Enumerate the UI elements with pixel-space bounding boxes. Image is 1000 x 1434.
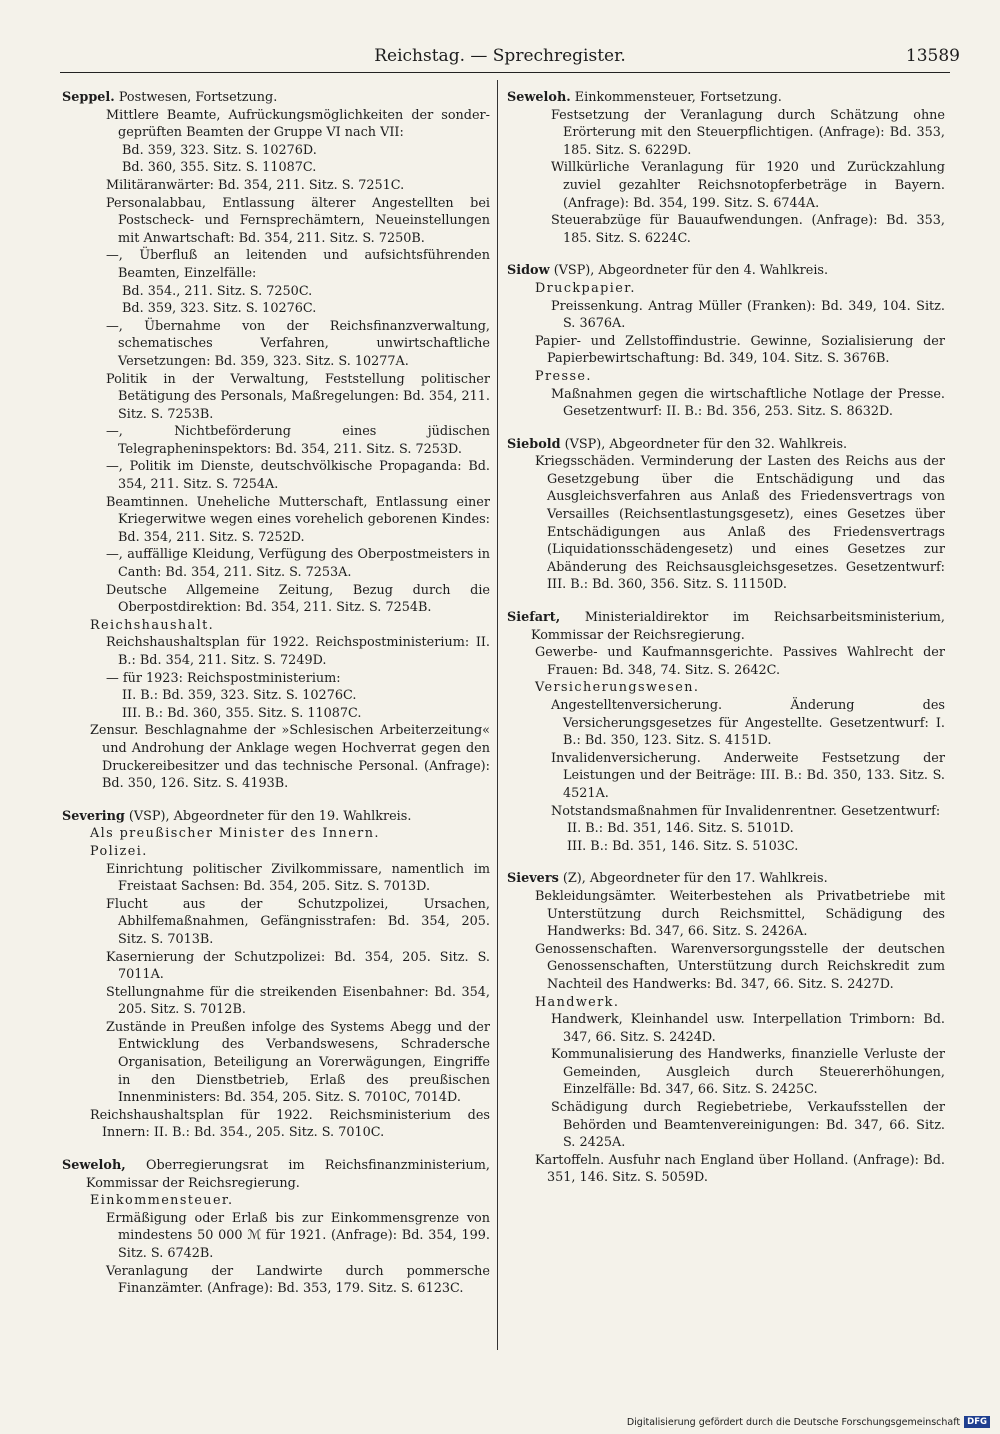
register-line: Handwerk, Kleinhandel usw. Interpellation Trimborn: Bd. 347, 66. Sitz. S. 2424D. <box>551 1012 945 1045</box>
register-line: Kasernierung der Schutzpolizei: Bd. 354, 205. Sitz. S. 7011A. <box>106 949 490 983</box>
entry-heading <box>62 89 490 107</box>
speaker-name: Sidow <box>507 263 550 279</box>
register-line: Personalabbau, Entlassung älterer Angestellten bei Postscheck- und Fernsprechämtern, Neueinstellungen mit Anwartschaft: Bd. 354, 211. Sitz. S. 7250B. <box>106 195 490 246</box>
register-line: Bd. 354., 211. Sitz. S. 7250C. <box>122 283 313 299</box>
register-line: Bd. 359, 323. Sitz. S. 10276D. <box>122 142 317 158</box>
topic-heading: Druckpapier. <box>535 280 636 296</box>
register-line: Bd. 359, 323. Sitz. S. 10276C. <box>122 301 317 317</box>
register-line: III. B.: Bd. 351, 146. Sitz. S. 5103C. <box>567 838 799 854</box>
topic-heading: Presse. <box>535 368 592 384</box>
speaker-name: Sievers <box>507 871 559 887</box>
register-line: Beamtinnen. Uneheliche Mutterschaft, Entlassung einer Kriegerwitwe wegen eines vorehelich geborenen Kindes: Bd. 354, 211. Sitz. S. 7252D. <box>106 494 490 545</box>
register-line: —, Nichtbeförderung eines jüdischen Telegrapheninspektors: Bd. 354, 211. Sitz. S. 7253D. <box>106 424 490 457</box>
register-line: II. B.: Bd. 359, 323. Sitz. S. 10276C. <box>122 688 357 704</box>
register-entry <box>62 1157 490 1298</box>
entry-heading <box>507 609 945 644</box>
topic-heading: Einkommensteuer. <box>90 1193 234 1209</box>
register-line: Notstandsmaßnahmen für Invalidenrentner. Gesetzentwurf: <box>551 803 941 819</box>
register-line: Zensur. Beschlagnahme der »Schlesischen Arbeiterzeitung« und Androhung der Anklage wegen Hochverrat gegen den Druckereibesitzer und das technische Personal. (Anfrage): Bd. 350, 126. Sitz. S. 4193B. <box>90 723 490 792</box>
register-entry <box>507 436 945 594</box>
right-column <box>507 89 945 1202</box>
topic-heading: Handwerk. <box>535 994 620 1010</box>
footer <box>627 1416 990 1428</box>
register-line: Reichshaushaltsplan für 1922. Reichsministerium des Innern: II. B.: Bd. 354., 205. Sitz. S. 7010C. <box>90 1107 490 1141</box>
register-line: Maßnahmen gegen die wirtschaftliche Notlage der Presse. Gesetzentwurf: II. B.: Bd. 356, 253. Sitz. S. 8632D. <box>551 386 945 420</box>
speaker-name: Seweloh, <box>62 1158 126 1174</box>
register-line: Gewerbe- und Kaufmannsgerichte. Passives Wahlrecht der Frauen: Bd. 348, 74. Sitz. S. 2642C. <box>535 645 945 678</box>
register-line: Kommunalisierung des Handwerks, finanzielle Verluste der Gemeinden, Ausgleich durch Steuererhöhungen, Einzelfälle: Bd. 347, 66. Sitz. S. 2425C. <box>551 1047 945 1098</box>
speaker-name: Seweloh. <box>507 90 571 105</box>
speaker-description: Oberregierungsrat im Reichsfinanzministerium, Kommissar der Reichsregierung. <box>86 1158 490 1191</box>
register-line: II. B.: Bd. 351, 146. Sitz. S. 5101D. <box>567 821 794 837</box>
speaker-description: (VSP), Abgeordneter für den 19. Wahlkreis. <box>128 808 412 824</box>
register-line: Deutsche Allgemeine Zeitung, Bezug durch die Oberpostdirektion: Bd. 354, 211. Sitz. S. 7254B. <box>106 582 490 616</box>
register-line: Stellungnahme für die streikenden Eisenbahner: Bd. 354, 205. Sitz. S. 7012B. <box>106 984 490 1018</box>
register-line: — für 1923: Reichspostministerium: <box>106 670 341 686</box>
register-line: III. B.: Bd. 360, 355. Sitz. S. 11087C. <box>122 705 362 721</box>
speaker-name: Severing <box>62 808 125 824</box>
register-line: Genossenschaften. Warenversorgungsstelle der deutschen Genossenschaften, Unterstützung durch Reichskredit zum Nachteil des Handwerks: Bd. 347, 66. Sitz. S. 2427D. <box>535 941 945 992</box>
topic-heading: Versicherungswesen. <box>535 680 700 696</box>
register-line: Bekleidungsämter. Weiterbestehen als Privatbetriebe mit Unterstützung durch Reichsmittel, Schädigung des Handwerks: Bd. 347, 66. Sitz. S. 2426A. <box>535 888 945 940</box>
speaker-description: Postwesen, Fortsetzung. <box>118 90 278 105</box>
speaker-description: (Z), Abgeordneter für den 17. Wahlkreis. <box>562 871 828 887</box>
register-line: Reichshaushaltsplan für 1922. Reichspostministerium: II. B.: Bd. 354, 211. Sitz. S. 7249D. <box>106 635 490 668</box>
register-line: Zustände in Preußen infolge des Systems Abegg und der Entwicklung des Verbandswesens, Schradersche Organisation, Beteiligung an Vorerwägungen, Eingriffe in den Dienstbetrieb, Erlaß des preußischen Innenministers: Bd. 354, 205. Sitz. S. 7010C, 7014D. <box>106 1019 490 1106</box>
register-entry <box>507 262 945 420</box>
speaker-description: Ministerialdirektor im Reichsarbeitsministerium, Kommissar der Reichsregierung. <box>531 610 945 643</box>
register-line: —, auffällige Kleidung, Verfügung des Oberpostmeisters in Canth: Bd. 354, 211. Sitz. S. 7253A. <box>106 547 490 581</box>
register-line: Preissenkung. Antrag Müller (Franken): Bd. 349, 104. Sitz. S. 3676A. <box>551 298 945 332</box>
register-line: —, Überfluß an leitenden und aufsichtsführenden Beamten, Einzelfälle: <box>106 248 490 281</box>
column-divider <box>497 80 498 1350</box>
register-line: Kriegsschäden. Verminderung der Lasten des Reichs aus der Gesetzgebung über die Entschädigung und das Ausgleichsverfahren aus Anlaß des Friedensvertrags von Versailles (Reichsentlastungsgesetz), eines Gesetzes über Entschädigungen aus Anlaß des Friedensvertrags (Liquidationsschädengesetz) und eines Gesetzes zur Abänderung des Reichsausgleichsgesetzes. Gesetzentwurf: III. B.: Bd. 360, 356. Sitz. S. 11150D. <box>535 454 945 593</box>
register-line: Angestelltenversicherung. Änderung des Versicherungsgesetzes für Angestellte. Gesetzentwurf: I. B.: Bd. 350, 123. Sitz. S. 4151D. <box>551 698 945 749</box>
register-line: Ermäßigung oder Erlaß bis zur Einkommensgrenze von mindestens 50 000 ℳ für 1921. (Anfrage): Bd. 354, 199. Sitz. S. 6742B. <box>106 1210 490 1261</box>
register-line: Militäranwärter: Bd. 354, 211. Sitz. S. 7251C. <box>106 177 405 193</box>
register-entry <box>507 89 945 247</box>
register-line: —, Übernahme von der Reichsfinanzverwaltung, schematisches Verfahren, unwirtschaftliche Versetzungen: Bd. 359, 323. Sitz. S. 10277A. <box>106 318 490 369</box>
register-entry <box>62 89 490 793</box>
register-line: Flucht aus der Schutzpolizei, Ursachen, Abhilfemaßnahmen, Gefängnisstrafen: Bd. 354, 205. Sitz. S. 7013B. <box>106 896 490 947</box>
register-entry <box>507 870 945 1187</box>
register-line: Mittlere Beamte, Aufrückungsmöglichkeiten der sonder-geprüften Beamten der Gruppe VI nach VII: <box>106 107 490 141</box>
topic-heading: Als preußischer Minister des Innern. <box>90 826 380 842</box>
register-line: Bd. 360, 355. Sitz. S. 11087C. <box>122 160 317 176</box>
speaker-description: Einkommensteuer, Fortsetzung. <box>574 90 782 105</box>
register-line: Steuerabzüge für Bauaufwendungen. (Anfrage): Bd. 353, 185. Sitz. S. 6224C. <box>551 213 945 246</box>
entry-heading <box>507 262 945 280</box>
page-number: 13589 <box>905 46 960 66</box>
footer-text: Digitalisierung gefördert durch die Deutsche Forschungsgemeinschaft <box>626 1416 961 1428</box>
entry-heading <box>62 1157 490 1192</box>
speaker-description: (VSP), Abgeordneter für den 32. Wahlkreis. <box>564 436 848 452</box>
register-line: Kartoffeln. Ausfuhr nach England über Holland. (Anfrage): Bd. 351, 146. Sitz. S. 5059D. <box>535 1152 945 1186</box>
entry-heading <box>507 870 945 888</box>
speaker-name: Siebold <box>507 436 561 452</box>
register-line: Politik in der Verwaltung, Feststellung politischer Betätigung des Personals, Maßregelungen: Bd. 354, 211. Sitz. S. 7253B. <box>106 371 490 422</box>
header-rule <box>60 72 950 73</box>
topic-heading: Polizei. <box>90 843 148 859</box>
page-title: Reichstag. — Sprechregister. <box>374 46 626 66</box>
register-entry <box>62 808 490 1142</box>
left-column <box>62 89 490 1313</box>
register-entry <box>507 609 945 855</box>
register-line: Willkürliche Veranlagung für 1920 und Zurückzahlung zuviel gezahlter Reichsnotopferbeträge in Bayern. (Anfrage): Bd. 354, 199. Sitz. S. 6744A. <box>551 160 945 211</box>
register-line: Einrichtung politischer Zivilkommissare, namentlich im Freistaat Sachsen: Bd. 354, 205. Sitz. S. 7013D. <box>106 861 490 895</box>
speaker-description: (VSP), Abgeordneter für den 4. Wahlkreis. <box>553 263 829 279</box>
register-line: Invalidenversicherung. Anderweite Festsetzung der Leistungen und der Beiträge: III. B.: Bd. 350, 133. Sitz. S. 4521A. <box>551 750 945 801</box>
dfg-logo: DFG <box>964 1416 990 1428</box>
register-line: Papier- und Zellstoffindustrie. Gewinne, Sozialisierung der Papierbewirtschaftung: Bd. 349, 104. Sitz. S. 3676B. <box>535 333 945 367</box>
register-line: Veranlagung der Landwirte durch pommersche Finanzämter. (Anfrage): Bd. 353, 179. Sitz. S. 6123C. <box>106 1263 490 1297</box>
topic-heading: Reichshaushalt. <box>90 617 215 633</box>
entry-heading <box>507 89 945 107</box>
register-line: Schädigung durch Regiebetriebe, Verkaufsstellen der Behörden und Beamtenvereinigungen: Bd. 347, 66. Sitz. S. 2425A. <box>551 1100 945 1151</box>
entry-heading <box>507 436 945 454</box>
entry-heading <box>62 808 490 826</box>
register-line: Festsetzung der Veranlagung durch Schätzung ohne Erörterung mit den Steuerpflichtigen. (Anfrage): Bd. 353, 185. Sitz. S. 6229D. <box>551 107 945 158</box>
speaker-name: Seppel. <box>62 90 115 105</box>
speaker-name: Siefart, <box>507 610 561 626</box>
register-line: —, Politik im Dienste, deutschvölkische Propaganda: Bd. 354, 211. Sitz. S. 7254A. <box>106 459 490 493</box>
